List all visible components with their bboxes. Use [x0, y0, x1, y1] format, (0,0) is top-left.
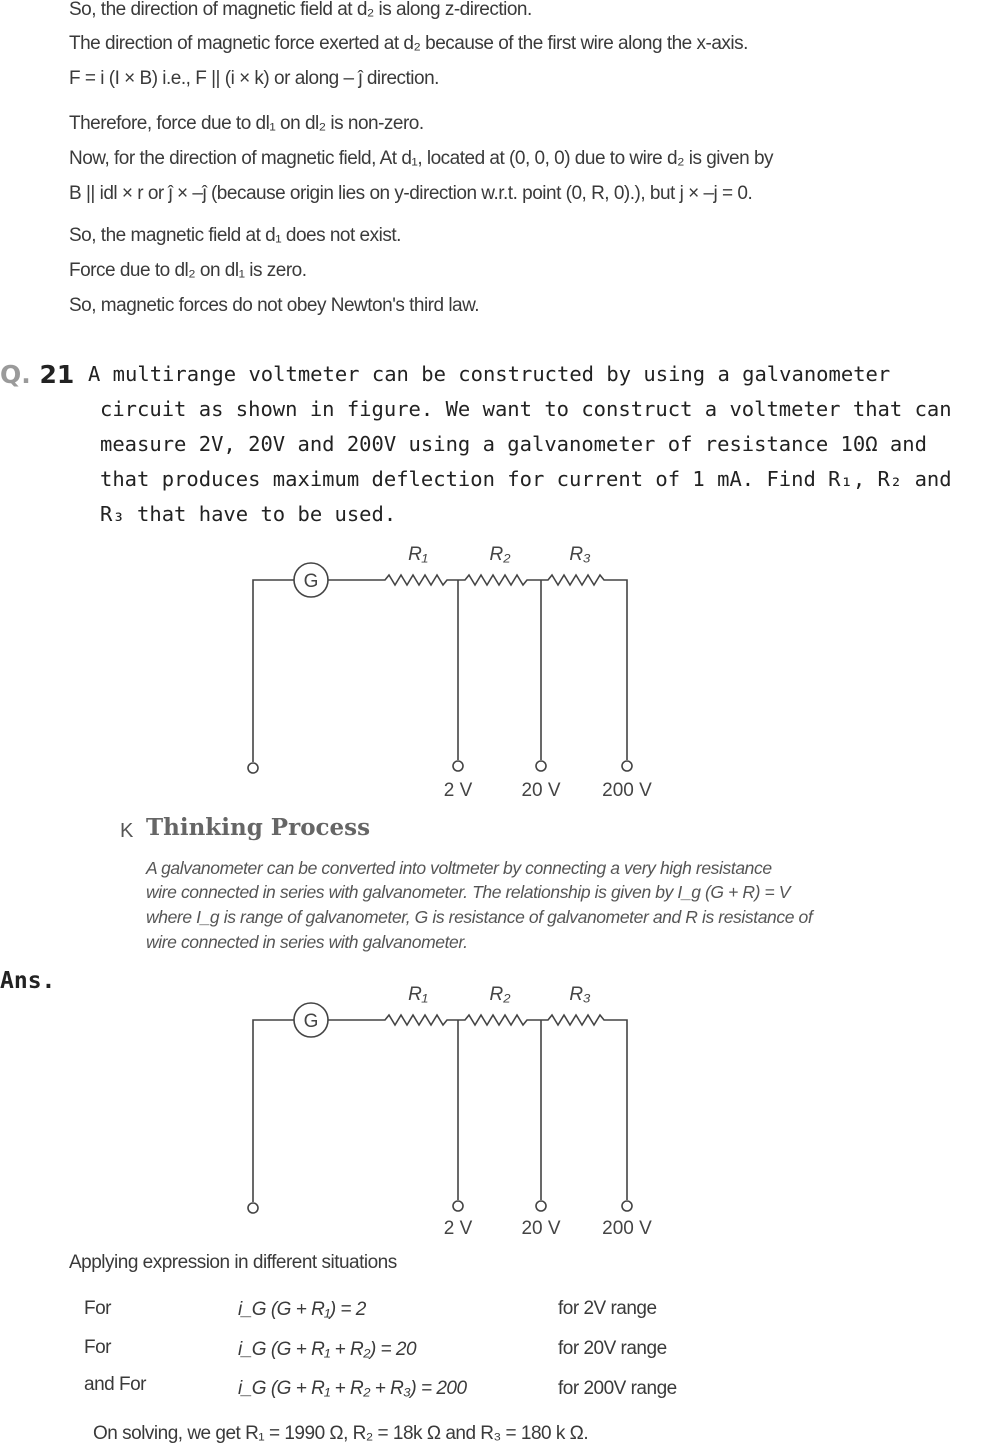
- circuit-diagram-question: [0, 530, 999, 810]
- thinking-line: where I_g is range of galvanometer, G is resistance of galvanometer and R is resistance of: [146, 907, 813, 927]
- question-line: R₃ that have to be used.: [100, 502, 397, 526]
- resistor-label-r1: R₁: [408, 984, 428, 1005]
- terminal-label-20v: 20 V: [521, 780, 561, 801]
- text-line: Therefore, force due to dl₁ on dl₂ is non-zero.: [69, 113, 424, 134]
- applying-text: Applying expression in different situations: [69, 1252, 397, 1273]
- text-line: So, the direction of magnetic field at d₂ is along z-direction.: [69, 0, 532, 20]
- row-range: for 2V range: [558, 1298, 657, 1319]
- resistor-label-r2: R₂: [489, 984, 511, 1005]
- circuit-diagram-answer: [0, 970, 999, 1250]
- resistor-label-r2: R₂: [489, 544, 511, 565]
- terminal-label-2v: 2 V: [443, 780, 473, 801]
- result-text: On solving, we get R₁ = 1990 Ω, R₂ = 18k Ω and R₃ = 180 k Ω.: [93, 1423, 589, 1444]
- question-line: measure 2V, 20V and 200V using a galvanometer of resistance 10Ω and: [100, 432, 927, 456]
- row-prefix: For: [84, 1337, 111, 1358]
- galvanometer-label: G: [303, 571, 319, 592]
- row-expression: i_G (G + R₁) = 2: [238, 1299, 366, 1320]
- text-line: The direction of magnetic force exerted at d₂ because of the first wire along the x-axis.: [69, 33, 748, 54]
- row-prefix: and For: [84, 1374, 146, 1395]
- text-line: F = i (I × B) i.e., F || (i × k) or along – ĵ direction.: [69, 68, 439, 89]
- question-icon: Q.: [0, 360, 31, 389]
- row-expression: i_G (G + R₁ + R₂ + R₃) = 200: [238, 1378, 467, 1399]
- question-line: that produces maximum deflection for current of 1 mA. Find R₁, R₂ and: [100, 467, 952, 491]
- row-prefix: For: [84, 1298, 111, 1319]
- thinking-process-heading: Thinking Process: [146, 814, 371, 841]
- question-line: A multirange voltmeter can be constructed by using a galvanometer: [88, 362, 891, 386]
- resistor-label-r1: R₁: [408, 544, 428, 565]
- thinking-line: A galvanometer can be converted into voltmeter by connecting a very high resistance: [146, 858, 772, 878]
- answer-label: Ans.: [0, 968, 56, 994]
- thinking-line: wire connected in series with galvanometer.: [146, 932, 468, 952]
- question-line: circuit as shown in figure. We want to construct a voltmeter that can: [100, 397, 952, 421]
- resistor-label-r3: R₃: [569, 544, 591, 565]
- galvanometer-label: G: [303, 1011, 319, 1032]
- terminal-label-20v: 20 V: [521, 1218, 561, 1239]
- terminal-label-200v: 200 V: [602, 1218, 652, 1239]
- thinking-line: wire connected in series with galvanometer. The relationship is given by I_g (G + R) = V: [146, 882, 791, 902]
- question-number: [0, 360, 74, 389]
- terminal-label-2v: 2 V: [443, 1218, 473, 1239]
- text-line: B || idl × r or ĵ × –ĵ (because origin lies on y-direction w.r.t. point (0, R, 0).), but j × –j = 0.: [69, 183, 753, 204]
- text-line: Now, for the direction of magnetic field, At d₁, located at (0, 0, 0) due to wire d₂ is given by: [69, 148, 774, 169]
- row-range: for 20V range: [558, 1338, 667, 1359]
- row-expression: i_G (G + R₁ + R₂) = 20: [238, 1339, 417, 1360]
- terminal-label-200v: 200 V: [602, 780, 652, 801]
- thinking-process-icon: K: [120, 820, 134, 842]
- row-range: for 200V range: [558, 1378, 677, 1399]
- question-number-value: 21: [39, 360, 75, 389]
- text-line: So, magnetic forces do not obey Newton's third law.: [69, 295, 480, 316]
- text-line: So, the magnetic field at d₁ does not exist.: [69, 225, 401, 246]
- text-line: Force due to dl₂ on dl₁ is zero.: [69, 260, 307, 281]
- resistor-label-r3: R₃: [569, 984, 591, 1005]
